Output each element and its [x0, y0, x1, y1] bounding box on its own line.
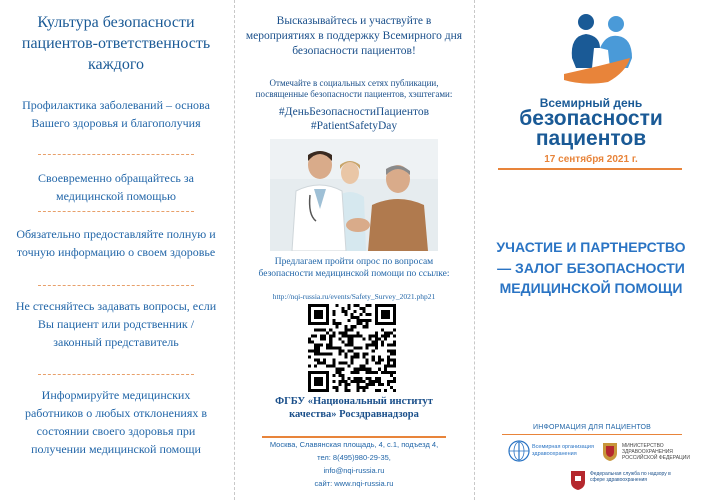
roszdravnadzor-emblem-icon	[568, 468, 588, 492]
tip-item: Информируйте медицинских работников о любых отклонениях в состоянии своего здоровья при получении медицинской помощи	[24, 388, 208, 456]
divider	[38, 374, 194, 375]
panel-right	[476, 0, 706, 500]
organization-name: ФГБУ «Национальный институт качества» Росздравнадзора	[275, 396, 433, 420]
hashtag-en: #PatientSafetyDay	[310, 120, 398, 132]
email-link[interactable]: info@nqi-russia.ru	[323, 466, 385, 475]
divider	[498, 168, 682, 170]
address: Москва, Славянская площадь, 4, с.1, подъезд 4,	[269, 440, 439, 449]
panel-left	[0, 0, 232, 500]
fold-line	[474, 0, 475, 500]
survey-text: Предлагаем пройти опрос по вопросам безопасности медицинской помощи по ссылке:	[258, 257, 450, 279]
russia-emblem-icon	[600, 440, 620, 462]
event-title-line1: Всемирный день	[539, 96, 643, 110]
divider	[502, 434, 682, 435]
who-logo	[508, 440, 598, 464]
main-heading: УЧАСТИЕ И ПАРТНЕРСТВО — ЗАЛОГ БЕЗОПАСНОСТИ МЕДИЦИНСКОЙ ПОМОЩИ	[496, 239, 686, 296]
divider	[38, 285, 194, 286]
qr-code[interactable]	[308, 304, 396, 392]
roszdravnadzor-logo	[568, 468, 678, 494]
hashtag-ru: #ДеньБезопасностиПациентов	[278, 106, 430, 118]
ministry-label: МИНИСТЕРСТВО ЗДРАВООХРАНЕНИЯ РОССИЙСКОЙ ФЕДЕРАЦИИ	[622, 443, 690, 461]
tip-item: Обязательно предоставляйте полную и точную информацию о своем здоровье	[16, 227, 216, 259]
tip-item: Своевременно обращайтесь за медицинской помощью	[38, 171, 194, 203]
tip-item: Не стесняйтесь задавать вопросы, если Вы пациент или родственник / законный представитель	[15, 299, 217, 349]
phone: тел: 8(495)980-29-35,	[317, 453, 391, 462]
panel-middle	[236, 0, 472, 500]
divider	[38, 211, 194, 212]
hashtag-note: Отмечайте в социальных сетях публикации, посвященные безопасности пациентов, хэштегами:	[255, 78, 453, 99]
survey-link[interactable]: http://nqi-russia.ru/events/Safety_Survey_2021.php21	[272, 292, 436, 301]
website-link[interactable]: сайт: www.nqi-russia.ru	[314, 479, 394, 488]
ministry-logo	[600, 440, 700, 464]
roszdravnadzor-label: Федеральная служба по надзору в сфере здравоохранения	[590, 471, 671, 483]
tip-item: Профилактика заболеваний – основа Вашего здоровья и благополучия	[22, 98, 210, 130]
intro-text: Высказывайтесь и участвуйте в мероприятиях в поддержку Всемирного дня безопасности пациентов!	[245, 15, 463, 57]
patients-logo-icon	[560, 8, 644, 88]
event-title-line2: безопасности пациентов	[519, 107, 663, 150]
doctor-patient-photo	[270, 139, 438, 251]
panel-title: Культура безопасности пациентов-ответственность каждого	[21, 14, 211, 73]
who-label: Всемирная организация здравоохранения	[532, 444, 594, 457]
who-emblem-icon	[508, 440, 530, 462]
divider	[38, 154, 194, 155]
divider	[262, 436, 446, 438]
info-label: ИНФОРМАЦИЯ ДЛЯ ПАЦИЕНТОВ	[533, 424, 651, 431]
event-date: 17 сентября 2021 г.	[544, 154, 638, 165]
fold-line	[234, 0, 235, 500]
